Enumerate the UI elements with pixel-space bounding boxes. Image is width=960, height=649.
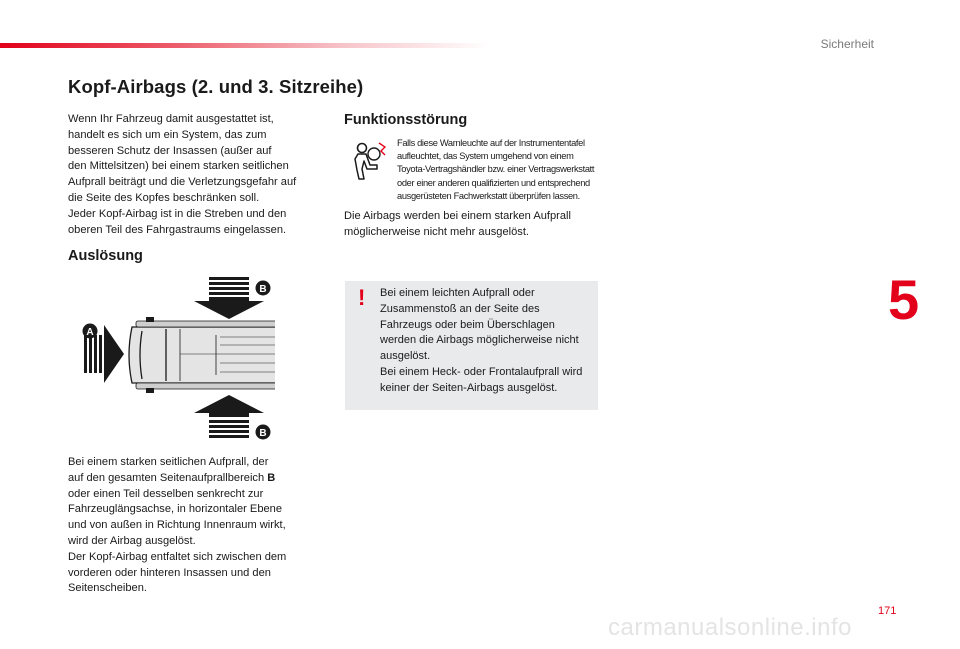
exclamation-icon: ! [358,285,366,310]
warning-line: Toyota-Vertragshändler bzw. einer Vertragswerkstatt [397,164,595,175]
note-line: Zusammenstoß an der Seite des [380,302,540,315]
section-title: Sicherheit [820,37,874,51]
intro-line: Aufprall beiträgt und die Verletzungsgefahr auf [68,176,297,189]
ausloesung-line: Der Kopf-Airbag entfaltet sich zwischen dem [68,550,287,563]
impact-arrow-bottom [194,395,267,439]
ausloesung-line-with-b [68,471,286,487]
zone-b-reference: B [267,471,276,484]
side-impact-diagram [80,275,275,445]
intro-line: handelt es sich um ein System, das zum [68,128,267,141]
intro-line: den Mittelsitzen) bei einem starken seitlichen [68,160,289,173]
note-line: Bei einem Heck- oder Frontalaufprall wird [380,365,583,378]
note-line: keiner der Seiten-Airbags ausgelöst. [380,381,558,394]
note-line: ausgelöst. [380,350,431,363]
vehicle-top-view [129,317,275,393]
funktionsstoerung-paragraph [344,209,571,241]
intro-line: Wenn Ihr Fahrzeug damit ausgestattet ist, [68,113,274,125]
ausloesung-line: wird der Airbag ausgelöst. [68,534,196,547]
ausloesung-line: Fahrzeuglängsachse, in horizontaler Ebene [68,503,282,516]
airbag-warning-icon [352,141,386,181]
ausloesung-line: Seitenscheiben. [68,582,147,595]
label-a: A [86,327,94,338]
warning-line: aufleuchtet, das System umgehend von einem [397,151,574,162]
intro-line: besseren Schutz der Insassen (außer auf [68,144,272,157]
watermark-text: carmanualsonline.info [608,614,852,641]
intro-paragraph [68,112,296,238]
page-number: 171 [878,605,897,617]
label-b-bottom: B [259,428,267,439]
ausloesung-line: und von außen in Richtung Innenraum wirkt, [68,519,286,532]
ausloesung-line-prefix: auf den gesamten Seitenaufprallbereich [68,471,268,484]
ausloesung-heading: Auslösung [68,248,143,264]
ausloesung-line: oder einen Teil desselben senkrecht zur [68,487,264,500]
warning-line: Falls diese Warnleuchte auf der Instrumententafel [397,138,585,148]
warning-lamp-text [397,137,594,203]
chapter-number: 5 [888,268,920,331]
note-line: Fahrzeugs oder beim Überschlagen [380,318,555,331]
warning-line: oder einer anderen qualifizierten und entsprechend [397,177,590,188]
header-accent-bar [0,43,490,48]
intro-line: die Seite des Kopfes beschränken soll. [68,191,260,204]
funktionsstoerung-heading: Funktionsstörung [344,112,468,128]
funktionsstoerung-line: Die Airbags werden bei einem starken Aufprall [344,210,571,222]
intro-line: oberen Teil des Fahrgastraums eingelassen. [68,223,287,236]
ausloesung-line: vorderen oder hinteren Insassen und den [68,566,271,579]
ausloesung-line: Bei einem starken seitlichen Aufprall, der [68,456,269,468]
note-line: Bei einem leichten Aufprall oder [380,287,535,299]
label-b-top: B [259,284,267,295]
note-box [345,281,598,410]
warning-line: ausgerüsteten Fachwerkstatt überprüfen lassen. [397,190,580,201]
funktionsstoerung-line: möglicherweise nicht mehr ausgelöst. [344,225,529,238]
intro-line: Jeder Kopf-Airbag ist in die Streben und den [68,207,287,220]
ausloesung-paragraph [68,455,286,597]
page-title: Kopf-Airbags (2. und 3. Sitzreihe) [68,76,364,97]
note-text [380,286,582,397]
impact-arrow-top [194,277,267,319]
note-line: werden die Airbags möglicherweise nicht [380,334,579,347]
